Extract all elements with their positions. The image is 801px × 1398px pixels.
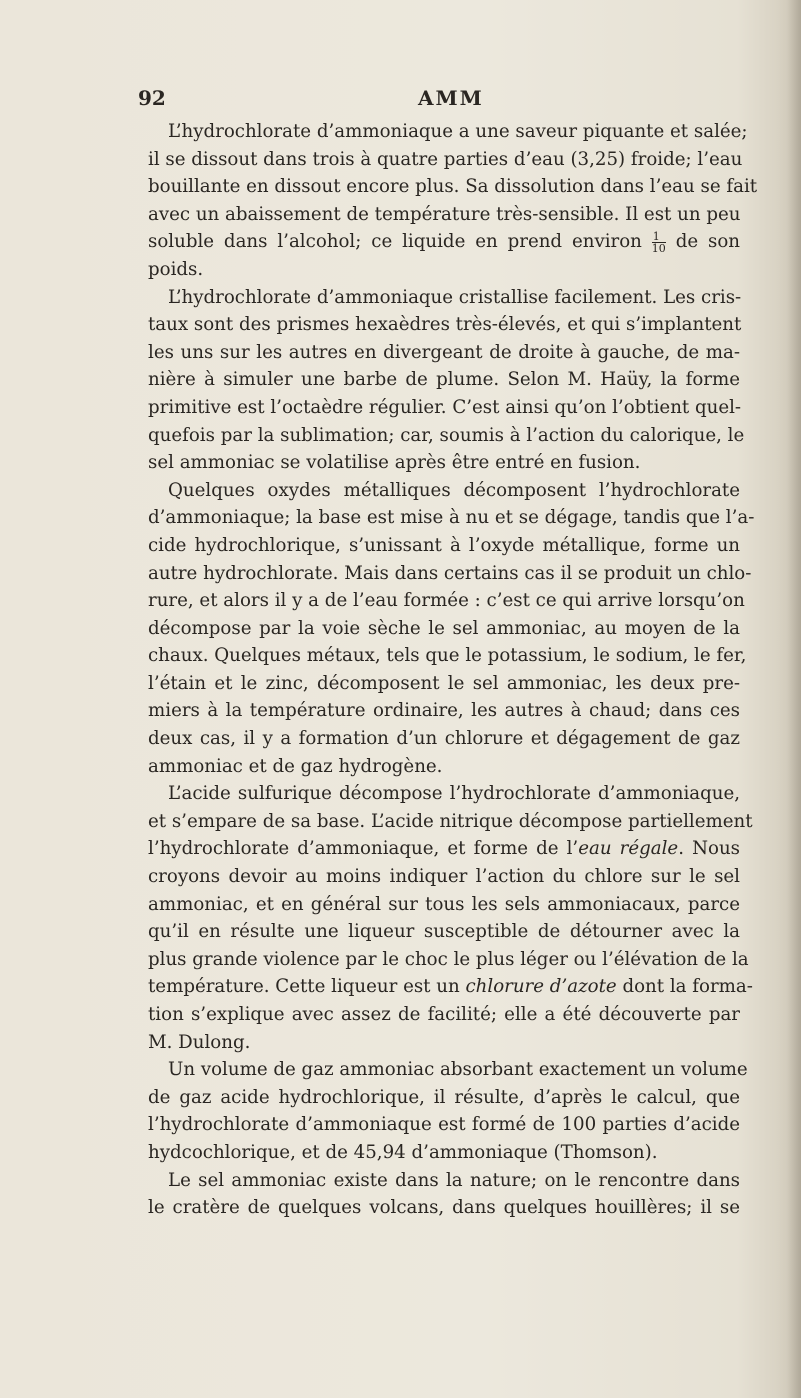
line-text: l’étain et le zinc, décomposent le sel ammoniac, les deux pre- [148,672,740,694]
line-text-after: de son [665,231,740,253]
line-text: rure, et alors il y a de l’eau formée : c’est ce qui arrive lorsqu’on [148,590,745,612]
text-line [148,256,740,284]
line-text: de gaz acide hydrochlorique, il résulte, d’après le calcul, que [148,1086,740,1108]
line-text-before: soluble dans l’alcohol; ce liquide en prend environ [148,231,652,253]
line-text-before: température. Cette liqueur est un [148,976,466,998]
line-text: qu’il en résulte une liqueur susceptible de détourner avec la [148,921,740,943]
line-text: hydcochlorique, et de 45,94 d’ammoniaque (Thomson). [148,1141,658,1163]
line-text: chaux. Quelques métaux, tels que le potassium, le sodium, le fer, [148,645,747,667]
line-text: croyons devoir au moins indiquer l’action du chlore sur le sel [148,866,740,888]
text-line [148,146,743,174]
text-line [148,697,740,725]
fraction-numerator: 1 [652,231,666,243]
text-line [148,780,740,808]
text-line [148,477,740,505]
line-text: taux sont des prismes hexaèdres très-élevés, et qui s’implantent [148,314,742,336]
text-line [148,725,740,753]
text-line [148,1056,748,1084]
fraction [652,231,666,254]
text-line [148,228,740,256]
line-text: d’ammoniaque; la base est mise à nu et se dégage, tandis que l’a- [148,507,755,529]
line-text: bouillante en dissout encore plus. Sa dissolution dans l’eau se fait [148,176,758,198]
line-text: sel ammoniac se volatilise après être entré en fusion. [148,452,641,474]
text-line [148,366,740,394]
line-text: il se dissout dans trois à quatre parties d’eau (3,25) froide; l’eau [148,148,743,170]
line-text: M. Dulong. [148,1031,251,1053]
text-line [148,808,753,836]
text-line [148,1111,740,1139]
text-line [148,891,740,919]
text-line [148,118,748,146]
line-text: L’hydrochlorate d’ammoniaque a une saveur piquante et salée; [168,121,748,142]
line-text: L’acide sulfurique décompose l’hydrochlorate d’ammoniaque, [168,783,740,805]
text-line [148,394,740,422]
page-header [138,86,738,114]
line-text-before: l’hydrochlorate d’ammoniaque, et forme de l’ [148,838,579,860]
line-text: et s’empare de sa base. L’acide nitrique décompose partiellement [148,810,753,832]
text-line [148,670,740,698]
running-head: AMM [418,86,484,110]
line-text: l’hydrochlorate d’ammoniaque est formé de 100 parties d’acide [148,1114,740,1136]
line-text: plus grande violence par le choc le plus léger ou l’élévation de la [148,948,749,970]
text-line [148,449,740,477]
text-line [148,835,740,863]
text-line [148,560,752,588]
line-text: L’hydrochlorate d’ammoniaque cristallise facilement. Les cris- [168,286,742,308]
text-line [148,863,740,891]
page-number: 92 [138,86,166,110]
line-text: ammoniac, et en général sur tous les sels ammoniacaux, parce [148,893,740,915]
text-line [148,311,740,339]
line-text-after: dont la forma- [616,976,753,998]
text-line [148,946,749,974]
text-line [148,642,747,670]
line-text: primitive est l’octaèdre régulier. C’est ainsi qu’on l’obtient quel- [148,396,742,418]
text-line [148,587,745,615]
line-text: Un volume de gaz ammoniac absorbant exactement un volume [168,1059,748,1081]
line-text: avec un abaissement de température très-sensible. Il est un peu [148,203,741,225]
line-text-after: . Nous [678,838,741,860]
text-line [148,1001,740,1029]
italic-term: eau régale [578,838,679,860]
body-text [148,118,758,1222]
fraction-denominator: 10 [651,241,666,255]
text-line [148,284,740,312]
text-line [148,504,755,532]
italic-term: chlorure d’azote [465,976,617,998]
line-text: décompose par la voie sèche le sel ammoniac, au moyen de la [148,617,740,639]
text-line [148,173,758,201]
text-line [148,1167,740,1195]
text-line [148,1139,740,1167]
line-text: ammoniac et de gaz hydrogène. [148,755,443,777]
text-line [148,422,745,450]
line-text: miers à la température ordinaire, les autres à chaud; dans ces [148,700,740,722]
text-line [148,201,740,229]
line-text: Le sel ammoniac existe dans la nature; on le rencontre dans [168,1169,740,1191]
line-text: Quelques oxydes métalliques décomposent l’hydrochlorate [168,479,740,501]
line-text: autre hydrochlorate. Mais dans certains cas il se produit un chlo- [148,562,752,584]
text-line [148,1194,740,1222]
text-line [148,615,740,643]
text-line [148,339,740,367]
line-text: les uns sur les autres en divergeant de droite à gauche, de ma- [148,341,740,363]
page-edge-shadow [787,0,801,1398]
line-text: tion s’explique avec assez de facilité; elle a été découverte par [148,1004,740,1025]
text-line [148,1029,740,1057]
text-line [148,532,740,560]
line-text: nière à simuler une barbe de plume. Selon M. Haüy, la forme [148,369,740,391]
text-line [148,918,740,946]
line-text: deux cas, il y a formation d’un chlorure et dégagement de gaz [148,728,740,750]
text-line [148,753,740,781]
text-line [148,1084,740,1112]
line-text: le cratère de quelques volcans, dans quelques houillères; il se [148,1197,740,1219]
line-text: poids. [148,258,204,280]
line-text: quefois par la sublimation; car, soumis à l’action du calorique, le [148,424,745,446]
line-text: cide hydrochlorique, s’unissant à l’oxyde métallique, forme un [148,534,740,556]
text-line [148,973,753,1001]
